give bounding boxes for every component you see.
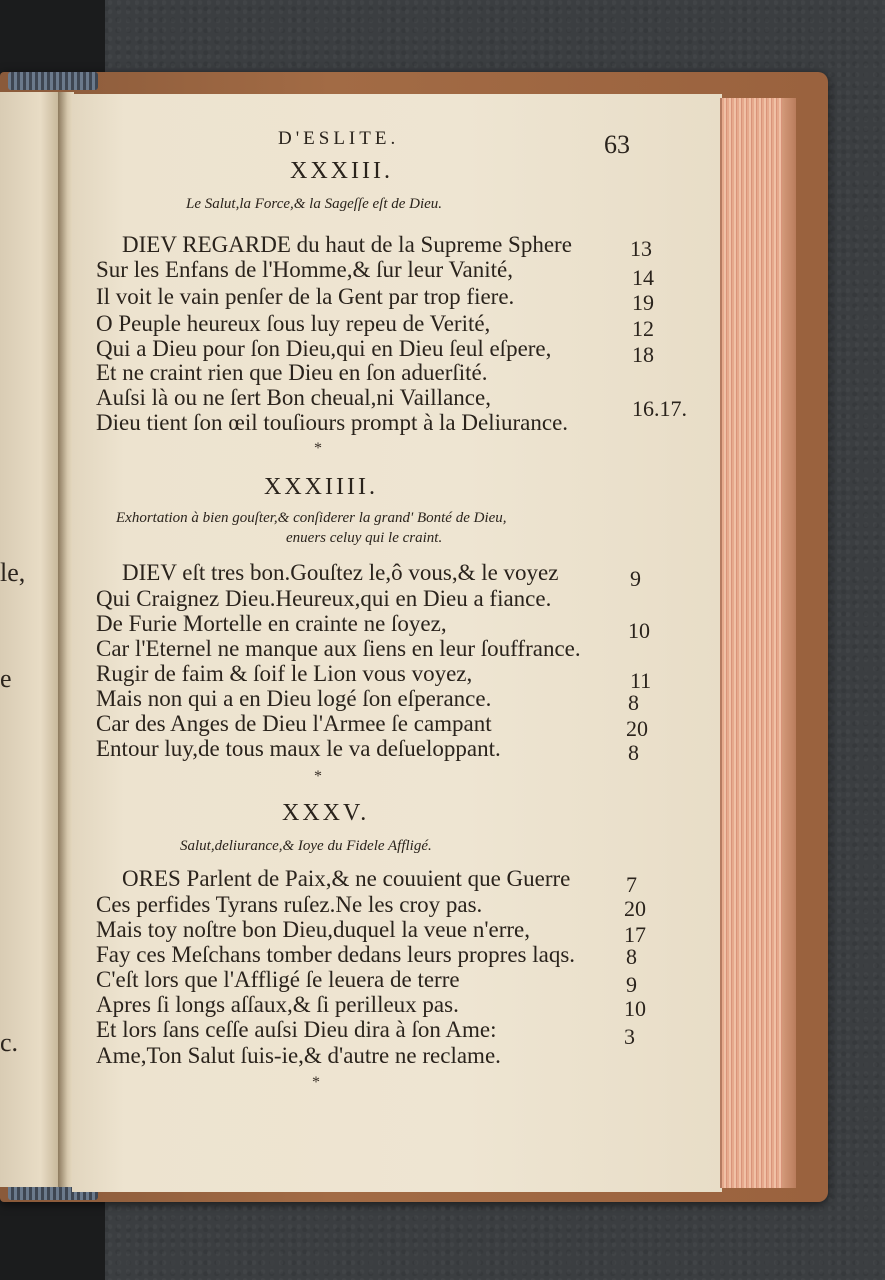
- running-title: D'ESLITE.: [278, 128, 400, 149]
- verse-line: Et ne craint rien que Dieu en ſon aduerſité.: [96, 360, 488, 385]
- section-numeral: XXXIIII.: [264, 474, 378, 500]
- verse-reference: 13: [630, 236, 652, 261]
- section-subtitle: Le Salut,la Force,& la Sageſſe eſt de Dieu.: [186, 196, 443, 212]
- verse-line: Rugir de faim & ſoif le Lion vous voyez,: [96, 661, 473, 686]
- verse-reference: 16.17.: [632, 396, 687, 421]
- verse-line: DIEV REGARDE du haut de la Supreme Sphere: [122, 232, 572, 257]
- verse-line: Auſsi là ou ne ſert Bon cheual,ni Vaillance,: [96, 385, 491, 410]
- verse-reference: 7: [626, 872, 637, 897]
- verse-reference: 12: [632, 316, 654, 341]
- left-page-fragment: le,: [0, 558, 26, 587]
- verse-line: Sur les Enfans de l'Homme,& ſur leur Vanité,: [96, 257, 513, 282]
- verse-line: Ces perfides Tyrans ruſez.Ne les croy pas.: [96, 892, 483, 917]
- left-page: [0, 92, 60, 1187]
- verse-line: Car des Anges de Dieu l'Armee ſe campant: [96, 711, 492, 736]
- verse-reference: 9: [630, 566, 641, 591]
- verse-reference: 17: [624, 922, 646, 947]
- verse-reference: 20: [626, 716, 648, 741]
- verse-line: Car l'Eternel ne manque aux ſiens en leur ſouffrance.: [96, 636, 581, 661]
- verse-line: Apres ſi longs aſſaux,& ſi perilleux pas.: [96, 992, 459, 1017]
- page-edges: [720, 98, 784, 1188]
- verse-line: Mais toy noſtre bon Dieu,duquel la veue n'erre,: [96, 917, 530, 942]
- verse-reference: 3: [624, 1024, 635, 1049]
- section-subtitle: Salut,deliurance,& Ioye du Fidele Affligé.: [180, 838, 432, 854]
- verse-line: DIEV eſt tres bon.Gouſtez le,ô vous,& le voyez: [122, 560, 559, 585]
- verse-line: C'eſt lors que l'Affligé ſe leuera de terre: [96, 967, 460, 992]
- verse-line: ORES Parlent de Paix,& ne couuient que Guerre: [122, 866, 571, 891]
- verse-reference: 10: [624, 996, 646, 1021]
- ornament: *: [312, 1074, 320, 1091]
- verse-line: Ame,Ton Salut ſuis-ie,& d'autre ne reclame.: [96, 1043, 501, 1068]
- verse-reference: 20: [624, 896, 646, 921]
- section-numeral: XXXIII.: [290, 158, 393, 184]
- page-edges-shadow: [782, 98, 796, 1188]
- verse-reference: 9: [626, 972, 637, 997]
- verse-reference: 14: [632, 265, 654, 290]
- verse-line: Fay ces Meſchans tomber dedans leurs propres laqs.: [96, 942, 576, 967]
- verse-line: O Peuple heureux ſous luy repeu de Verité,: [96, 311, 491, 336]
- ornament: *: [314, 768, 322, 785]
- verse-reference: 11: [630, 668, 652, 693]
- verse-reference: 10: [628, 618, 650, 643]
- verse-line: Mais non qui a en Dieu logé ſon eſperance.: [96, 686, 492, 711]
- verse-reference: 18: [632, 342, 654, 367]
- verse-line: Entour luy,de tous maux le va deſueloppant.: [96, 736, 501, 761]
- verse-reference: 19: [632, 290, 654, 315]
- section-subtitle: Exhortation à bien gouſter,& conſiderer la grand' Bonté de Dieu,: [116, 510, 507, 526]
- section-numeral: XXXV.: [282, 800, 370, 826]
- page-number: 63: [604, 130, 630, 159]
- left-page-fragment: e: [0, 664, 12, 693]
- verse-reference: 8: [628, 740, 639, 765]
- verse-line: Il voit le vain penſer de la Gent par trop fiere.: [96, 284, 515, 309]
- verse-reference: 8: [628, 690, 639, 715]
- verse-line: Qui Craignez Dieu.Heureux,qui en Dieu a fiance.: [96, 586, 552, 611]
- verse-line: Et lors ſans ceſſe auſsi Dieu dira à ſon Ame:: [96, 1017, 497, 1042]
- section-subtitle-line-2: enuers celuy qui le craint.: [286, 530, 443, 546]
- verse-line: Dieu tient ſon œil touſiours prompt à la Deliurance.: [96, 410, 569, 435]
- verse-line: De Furie Mortelle en crainte ne ſoyez,: [96, 611, 447, 636]
- verse-line: Qui a Dieu pour ſon Dieu,qui en Dieu ſeul eſpere,: [96, 336, 552, 361]
- verse-reference: 8: [626, 944, 637, 969]
- ornament: *: [314, 440, 322, 457]
- left-page-fragment: c.: [0, 1028, 19, 1057]
- spine-headband: [8, 72, 98, 90]
